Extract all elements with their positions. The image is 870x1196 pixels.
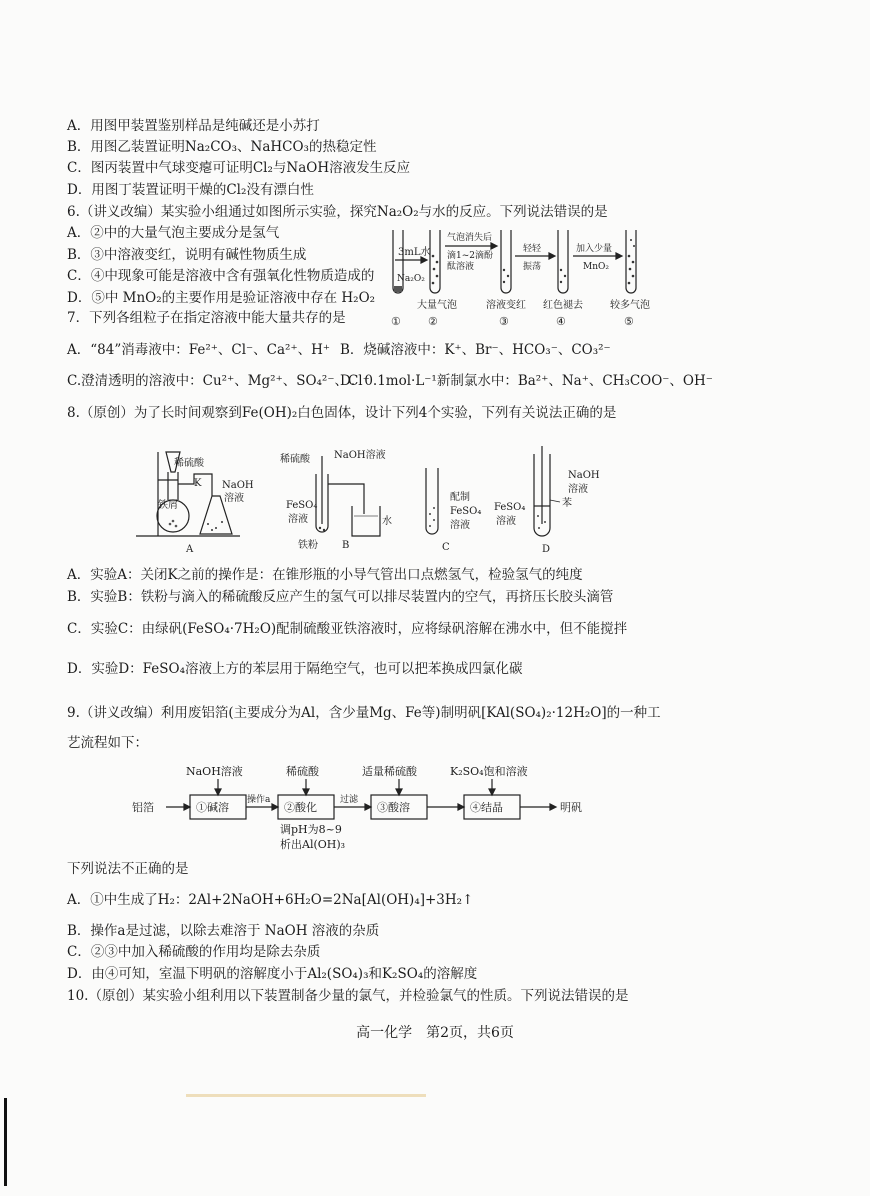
q8-figA-iron: 铁屑 [158,500,178,511]
q9-step1: ①碱溶 [196,801,229,814]
q6-option-a: A．②中的大量气泡主要成分是氢气 [67,225,280,241]
q6-option-b: B．③中溶液变红，说明有碱性物质生成 [67,247,307,263]
page-footer: 高一化学 第2页，共6页 [356,1025,514,1041]
q8-figD-label: D [542,544,551,555]
q8-figC-label: C [442,542,450,553]
q8-figD-naoh1: NaOH [568,470,600,481]
q7-option-b: B．烧碱溶液中：K⁺、Br⁻、HCO₃⁻、CO₃²⁻ [340,342,611,358]
q6-arrow4-label-b: MnO₂ [583,262,609,272]
q6-arrow4-label: 加入少量 [576,244,613,254]
q8-figC-l2: FeSO₄ [450,506,482,517]
q9-reagent4: K₂SO₄饱和溶液 [450,765,528,778]
q6-num4: ④ [556,315,566,328]
q8-figD-naoh2: 溶液 [568,484,588,495]
q9-option-c: C．②③中加入稀硫酸的作用均是除去杂质 [67,944,321,960]
q8-figD-benzene: 苯 [562,498,572,509]
q6-arrow2-label-b: 滴1~2滴酚 [447,251,493,261]
q8-figA-k: K [194,478,202,489]
q6-stem: 6.（讲义改编）某实验小组通过如图所示实验，探究Na₂O₂与水的反应。下列说法错误的是 [67,204,608,220]
q9-option-d: D．由④可知，室温下明矾的溶解度小于Al₂(SO₄)₃和K₂SO₄的溶解度 [67,966,478,982]
q8-figB-iron: 铁粉 [298,540,318,551]
q6-obs4: 红色褪去 [543,300,583,311]
q8-figC-l1: 配制 [450,492,470,503]
scan-artifact [186,1094,426,1097]
q8-option-a: A．实验A：关闭K之前的操作是：在锥形瓶的小导气管出口点燃氢气，检验氢气的纯度 [67,567,583,583]
q5-option-a: A．用图甲装置鉴别样品是纯碱还是小苏打 [67,118,320,134]
q9-step2: ②酸化 [284,801,317,814]
scan-edge-mark [4,1098,7,1186]
q6-obs5: 较多气泡 [610,300,650,311]
q6-tube1-label: Na₂O₂ [397,274,425,284]
q8-figB-label: B [342,540,350,551]
q6-num1: ① [391,315,401,328]
q9-end: 明矾 [560,801,582,814]
q6-obs2: 大量气泡 [417,300,457,311]
q9-op-a: 操作a [247,795,271,805]
q9-option-b: B．操作a是过滤，以除去难溶于 NaOH 溶液的杂质 [67,923,380,939]
q7-option-a: A．“84”消毒液中：Fe²⁺、Cl⁻、Ca²⁺、H⁺ [67,342,330,358]
q8-figA-label: A [186,544,194,555]
q6-arrow2-label-a: 气泡消失后 [447,233,493,243]
q9-step4: ④结晶 [470,801,503,814]
q8-option-d: D．实验D：FeSO₄溶液上方的苯层用于隔绝空气，也可以把苯换成四氯化碳 [67,661,523,677]
q9-reagent2: 稀硫酸 [286,765,319,778]
q9-stem-line1: 9.（讲义改编）利用废铝箔(主要成分为Al，含少量Mg、Fe等)制明矾[KAl(SO₄)₂·12H₂O]的一种工 [67,705,661,721]
q8-figC-l3: 溶液 [450,520,470,531]
q9-step3: ③酸溶 [377,801,410,814]
q8-figB-naoh: NaOH溶液 [334,450,386,461]
q8-experiment-figure [128,444,608,556]
q6-num2: ② [428,315,438,328]
q9-note1: 调pH为8~9 [280,823,342,836]
q9-note2: 析出Al(OH)₃ [280,838,346,851]
q8-option-c: C．实验C：由绿矾(FeSO₄·7H₂O)配制硫酸亚铁溶液时，应将绿矾溶解在沸水中，但不能搅拌 [67,621,628,637]
q8-figA-naoh1: NaOH [222,480,254,491]
q6-option-c: C．④中现象可能是溶液中含有强氧化性物质造成的 [67,268,375,284]
q9-reagent1: NaOH溶液 [186,765,243,778]
q8-stem: 8.（原创）为了长时间观察到Fe(OH)₂白色固体，设计下列4个实验，下列有关说法正确的是 [67,405,617,421]
q6-num3: ③ [499,315,509,328]
q6-arrow2-label-c: 酞溶液 [447,262,475,272]
q9-process-flow [128,762,628,854]
q6-option-d: D．⑤中 MnO₂的主要作用是验证溶液中存在 H₂O₂ [67,290,376,306]
q7-stem: 7．下列各组粒子在指定溶液中能大量共存的是 [67,310,346,326]
q8-figB-feso4-b: 溶液 [288,514,308,525]
q9-reagent3: 适量稀硫酸 [362,765,417,778]
q7-option-d: D．0.1mol·L⁻¹新制氯水中：Ba²⁺、Na⁺、CH₃COO⁻、OH⁻ [340,373,713,389]
q8-figD-feso4-a: FeSO₄ [494,502,526,513]
q9-option-a: A．①中生成了H₂：2Al+2NaOH+6H₂O=2Na[Al(OH)₄]+3H₂↑ [67,892,474,908]
q5-option-d: D．用图丁装置证明干燥的Cl₂没有漂白性 [67,182,314,198]
q6-arrow3-label: 轻轻 [523,244,542,254]
q6-num5: ⑤ [624,315,634,328]
q9-ask: 下列说法不正确的是 [67,861,189,877]
q8-figB-water: 水 [382,516,392,527]
q8-figD-feso4-b: 溶液 [496,516,516,527]
q9-stem-line2: 艺流程如下： [67,735,148,751]
q8-figA-naoh2: 溶液 [224,493,244,504]
q9-filter: 过滤 [340,795,359,805]
q5-option-c: C．图丙装置中气球变瘪可证明Cl₂与NaOH溶液发生反应 [67,160,411,176]
q8-figB-feso4-a: FeSO₄ [286,500,318,511]
q6-experiment-figure [383,226,673,330]
q6-obs3: 溶液变红 [486,300,526,311]
q8-figA-acid: 稀硫酸 [174,458,204,469]
q9-start: 铝箔 [132,801,154,814]
q10-stem: 10.（原创）某实验小组利用以下装置制备少量的氯气，并检验氯气的性质。下列说法错误的是 [67,988,629,1004]
q8-option-b: B．实验B：铁粉与滴入的稀硫酸反应产生的氢气可以排尽装置内的空气，再挤压长胶头滴管 [67,589,614,605]
q5-option-b: B．用图乙装置证明Na₂CO₃、NaHCO₃的热稳定性 [67,139,377,155]
q8-figB-acid: 稀硫酸 [280,454,310,465]
q6-arrow3-label-b: 振荡 [523,262,542,272]
q7-option-c: C.澄清透明的溶液中：Cu²⁺、Mg²⁺、SO₄²⁻、Cl⁻ [67,373,370,389]
q6-arrow1-label: 3mL水 [398,247,431,258]
